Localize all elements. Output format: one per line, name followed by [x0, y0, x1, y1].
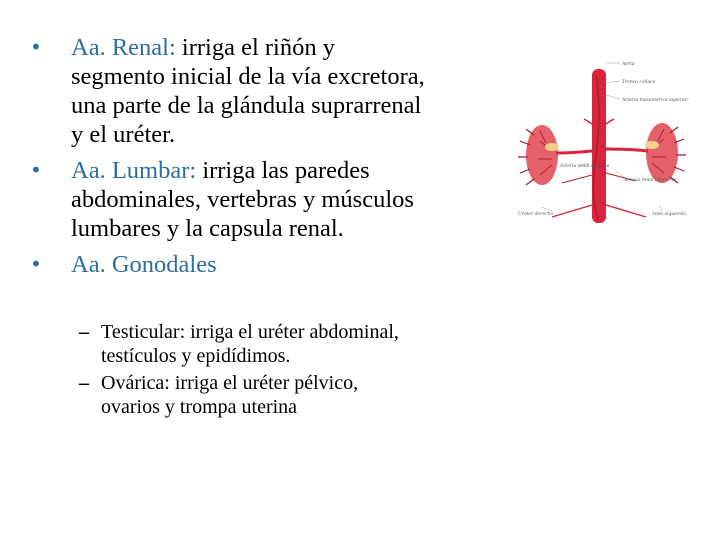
subbullet-ovarica	[81, 371, 501, 419]
subbullet-list	[81, 320, 501, 422]
bullet-dot: •	[30, 252, 42, 276]
bullet-text: lumbares y la capsula renal.	[71, 215, 344, 242]
bullet-lead: Aa. Lumbar:	[71, 157, 197, 184]
label-ureter-derecho: Ureter derecho	[518, 212, 554, 217]
bullet-text: irriga las paredes	[202, 157, 370, 184]
label-aorta: Aorta	[622, 62, 635, 67]
bullet-dot: •	[30, 35, 42, 59]
sub-text: Ovárica: irriga el uréter pélvico,	[101, 372, 359, 394]
sub-dash: –	[79, 321, 89, 343]
bullet-text: irriga el riñón y	[181, 34, 335, 61]
bullet-text: abdominales, vertebras y músculos	[71, 186, 414, 213]
label-mesenterica: Arteria mesentérica superior	[622, 98, 689, 103]
label-ureter-izquierdo: Vena izquierda	[652, 212, 686, 217]
bullet-lead: Aa. Renal:	[71, 34, 176, 61]
label-tronco: Tronco celiaco	[622, 80, 656, 85]
label-renal-derecha: Arteria renal derecha	[560, 164, 610, 169]
subbullet-testicular	[81, 320, 501, 368]
bullet-gonodales	[30, 250, 500, 279]
bullet-text: una parte de la glándula suprarrenal	[71, 92, 422, 119]
label-renal-izquierda: Arteria renal izquierda	[624, 178, 677, 183]
left-kidney	[518, 125, 558, 185]
bullet-lumbar	[30, 156, 500, 243]
bullet-text: segmento inicial de la vía excretora,	[71, 63, 425, 90]
bullet-renal	[30, 33, 500, 149]
bullet-text: y el uréter.	[71, 121, 176, 148]
sub-text: testículos y epidídimos.	[101, 345, 291, 367]
sub-dash: –	[79, 372, 89, 394]
bullet-dot: •	[30, 158, 42, 182]
right-kidney	[646, 123, 686, 183]
sub-text: Testicular: irriga el uréter abdominal,	[101, 321, 399, 343]
sub-text: ovarios y trompa uterina	[101, 396, 298, 418]
bullet-list	[30, 33, 500, 286]
renal-arteries-illustration	[512, 55, 702, 230]
aorta	[592, 69, 606, 223]
bullet-lead: Aa. Gonodales	[71, 251, 217, 278]
